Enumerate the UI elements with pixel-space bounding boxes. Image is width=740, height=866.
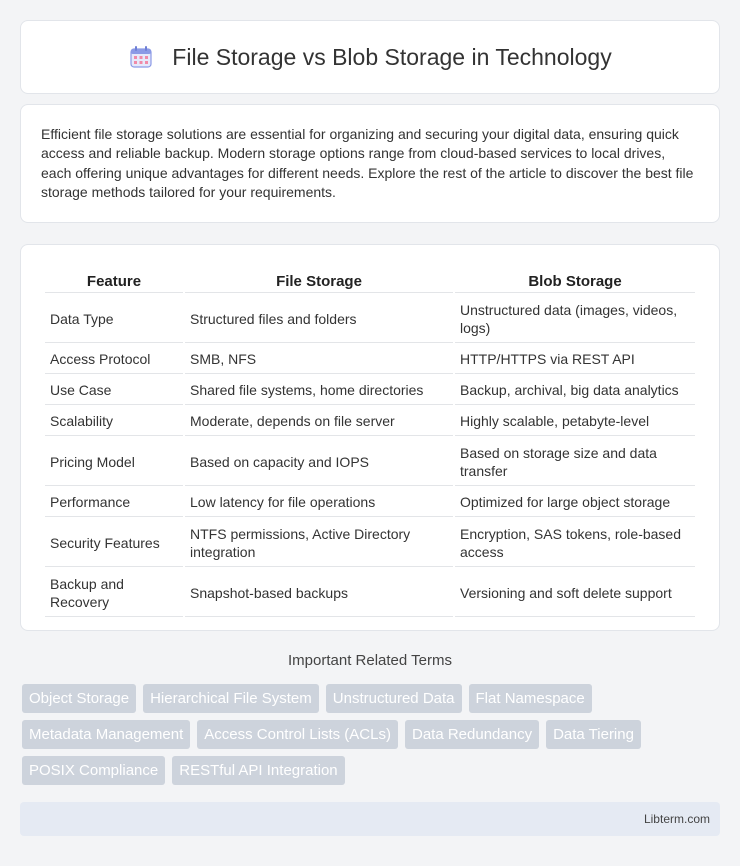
table-row: [45, 345, 695, 374]
comparison-table-card: [20, 244, 720, 631]
row-blob-storage: Optimized for large object storage: [455, 488, 695, 517]
tag-metadata-management[interactable]: Metadata Management: [22, 720, 190, 749]
row-blob-storage: Unstructured data (images, videos, logs): [455, 295, 695, 343]
row-blob-storage: Highly scalable, petabyte-level: [455, 407, 695, 436]
header-feature: Feature: [45, 267, 183, 293]
table-row: [45, 438, 695, 486]
tag-hierarchical-file-system[interactable]: Hierarchical File System: [143, 684, 319, 713]
row-blob-storage: Versioning and soft delete support: [455, 569, 695, 617]
header-card: [20, 20, 720, 94]
row-blob-storage: HTTP/HTTPS via REST API: [455, 345, 695, 374]
table-header-row: [45, 267, 695, 293]
table-row: [45, 407, 695, 436]
row-feature: Scalability: [45, 407, 183, 436]
row-file-storage: NTFS permissions, Active Directory integration: [185, 519, 453, 567]
tag-data-redundancy[interactable]: Data Redundancy: [405, 720, 539, 749]
row-feature: Pricing Model: [45, 438, 183, 486]
table-row: [45, 488, 695, 517]
row-feature: Security Features: [45, 519, 183, 567]
row-file-storage: Based on capacity and IOPS: [185, 438, 453, 486]
table-row: [45, 295, 695, 343]
row-file-storage: Shared file systems, home directories: [185, 376, 453, 405]
row-file-storage: Low latency for file operations: [185, 488, 453, 517]
related-terms-title: Important Related Terms: [288, 652, 452, 669]
row-feature: Access Protocol: [45, 345, 183, 374]
row-feature: Performance: [45, 488, 183, 517]
row-file-storage: Moderate, depends on file server: [185, 407, 453, 436]
comparison-table: [43, 265, 697, 619]
tag-data-tiering[interactable]: Data Tiering: [546, 720, 641, 749]
related-terms-tags: [22, 684, 722, 785]
row-feature: Backup and Recovery: [45, 569, 183, 617]
intro-text: Efficient file storage solutions are essential for organizing and securing your digital data, ensuring quick access and reliable backup. Modern storage options range from cloud-based services to local drives, each offering unique advantages for different needs. Explore the rest of the article to discover the best file storage methods tailored for your requirements.: [41, 126, 694, 201]
table-row: [45, 519, 695, 567]
calendar-icon: [128, 44, 154, 70]
tag-object-storage[interactable]: Object Storage: [22, 684, 136, 713]
tag-flat-namespace[interactable]: Flat Namespace: [469, 684, 592, 713]
row-blob-storage: Encryption, SAS tokens, role-based access: [455, 519, 695, 567]
tag-restful-api-integration[interactable]: RESTful API Integration: [172, 756, 344, 785]
table-row: [45, 376, 695, 405]
page-title: File Storage vs Blob Storage in Technology: [172, 43, 612, 70]
row-file-storage: Structured files and folders: [185, 295, 453, 343]
header-file-storage: File Storage: [185, 267, 453, 293]
tag-posix-compliance[interactable]: POSIX Compliance: [22, 756, 165, 785]
table-row: [45, 569, 695, 617]
row-blob-storage: Backup, archival, big data analytics: [455, 376, 695, 405]
footer: [20, 802, 720, 836]
row-feature: Use Case: [45, 376, 183, 405]
footer-source[interactable]: Libterm.com: [643, 812, 710, 826]
header-blob-storage: Blob Storage: [455, 267, 695, 293]
intro-card: [20, 104, 720, 223]
row-file-storage: Snapshot-based backups: [185, 569, 453, 617]
tag-unstructured-data[interactable]: Unstructured Data: [326, 684, 462, 713]
tag-access-control-lists[interactable]: Access Control Lists (ACLs): [197, 720, 398, 749]
row-blob-storage: Based on storage size and data transfer: [455, 438, 695, 486]
row-feature: Data Type: [45, 295, 183, 343]
row-file-storage: SMB, NFS: [185, 345, 453, 374]
